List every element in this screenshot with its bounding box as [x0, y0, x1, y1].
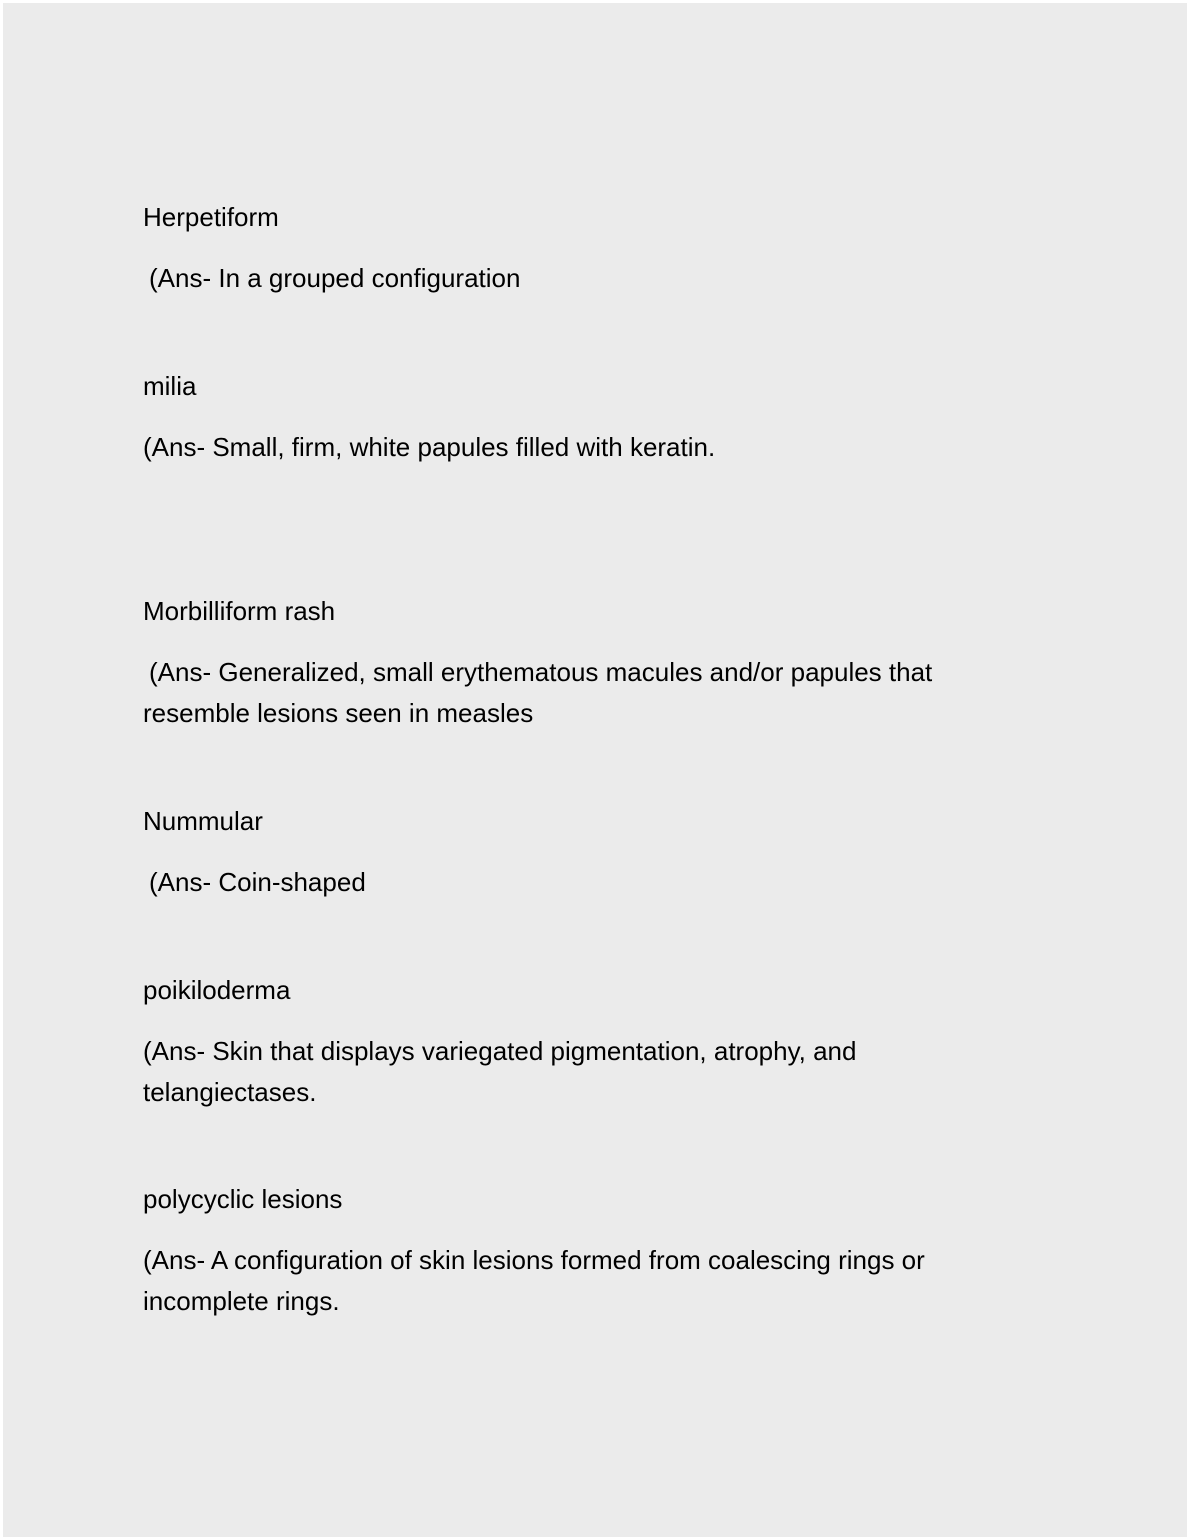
term: Herpetiform	[143, 202, 279, 232]
answer-line: incomplete rings.	[143, 1286, 340, 1316]
answer-line: (Ans- Skin that displays variegated pigmentation, atrophy, and	[143, 1036, 857, 1066]
entry-herpetiform	[143, 201, 1043, 299]
term: poikiloderma	[143, 975, 291, 1005]
term: milia	[143, 371, 197, 401]
term: Morbilliform rash	[143, 596, 336, 626]
entry-polycyclic-lesions	[143, 1183, 1043, 1322]
answer-line: (Ans- A configuration of skin lesions formed from coalescing rings or	[143, 1245, 925, 1275]
term: Nummular	[143, 806, 263, 836]
document-page	[3, 3, 1187, 1537]
answer-line: (Ans- Generalized, small erythematous macules and/or papules that	[149, 657, 933, 687]
answer: (Ans- In a grouped configuration	[149, 263, 521, 293]
entry-milia	[143, 370, 1043, 468]
answer: (Ans- Small, firm, white papules filled with keratin.	[143, 432, 716, 462]
answer-line: telangiectases.	[143, 1077, 317, 1107]
answer-line: resemble lesions seen in measles	[143, 698, 534, 728]
answer: (Ans- Coin-shaped	[149, 867, 366, 897]
entry-nummular	[143, 805, 1043, 903]
entry-poikiloderma	[143, 974, 1043, 1113]
term: polycyclic lesions	[143, 1184, 343, 1214]
entry-morbilliform-rash	[143, 595, 1043, 734]
